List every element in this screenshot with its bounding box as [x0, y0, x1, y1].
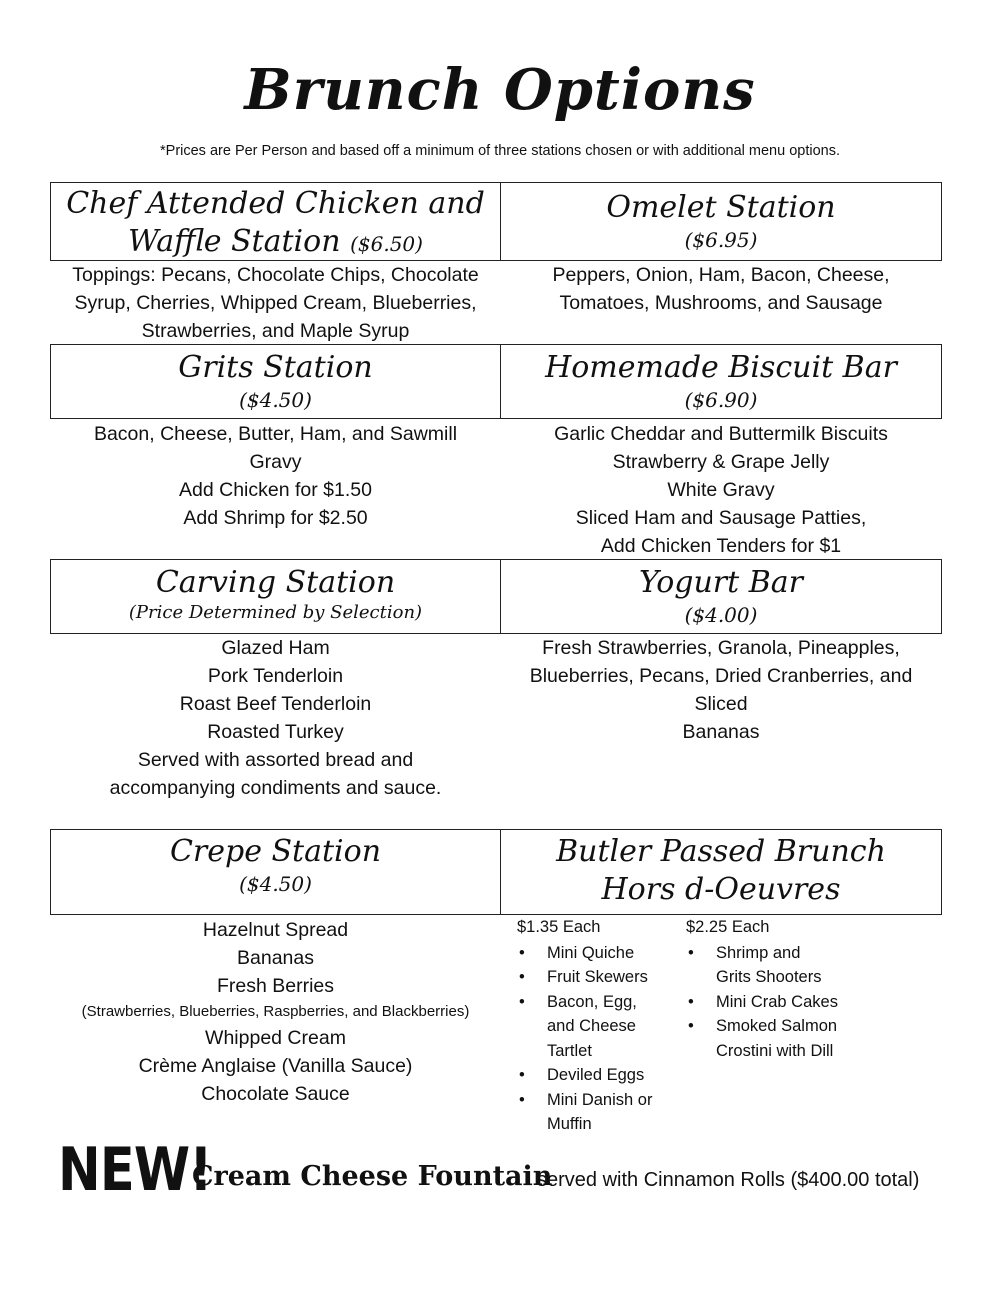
chicken-waffle-item: Strawberries, and Maple Syrup: [141, 320, 410, 342]
chicken-waffle-price: ($6.50): [350, 232, 423, 256]
chicken-waffle-header: [50, 182, 501, 261]
biscuit-name: Homemade Biscuit Bar: [545, 350, 897, 385]
crepe-item: Hazelnut Spread: [202, 919, 349, 941]
carving-price: (Price Determined by Selection): [128, 602, 423, 623]
yogurt-item: Sliced: [694, 693, 748, 715]
biscuit-items: [500, 420, 942, 560]
omelet-name: Omelet Station: [606, 190, 836, 225]
butler-col-1: [517, 915, 677, 1137]
biscuit-item: Garlic Cheddar and Buttermilk Biscuits: [554, 423, 888, 445]
grits-item: Add Shrimp for $2.50: [183, 507, 368, 529]
list-item: • Shrimp and Grits Shooters: [686, 941, 834, 990]
grits-item: Bacon, Cheese, Butter, Ham, and Sawmill: [93, 423, 458, 445]
biscuit-item: Sliced Ham and Sausage Patties,: [575, 507, 867, 529]
grits-price: ($4.50): [239, 388, 312, 412]
list-item: • Fruit Skewers: [517, 965, 677, 990]
omelet-header: [500, 182, 942, 261]
biscuit-item: Add Chicken Tenders for $1: [600, 535, 842, 557]
chicken-waffle-item: Syrup, Cherries, Whipped Cream, Blueberries,: [74, 292, 477, 314]
yogurt-name: Yogurt Bar: [639, 565, 803, 600]
crepe-item: Chocolate Sauce: [201, 1083, 350, 1105]
crepe-name: Crepe Station: [169, 834, 382, 869]
chicken-waffle-name-line1: Chef Attended Chicken and: [66, 186, 485, 221]
chicken-waffle-items: [50, 261, 501, 345]
crepe-header: [50, 829, 501, 915]
grits-header: [50, 344, 501, 419]
omelet-items: [500, 261, 942, 317]
chicken-waffle-name-line2: Waffle Station: [128, 224, 341, 259]
carving-item: Roasted Turkey: [207, 721, 344, 743]
list-item: • Bacon, Egg, and Cheese Tartlet: [517, 990, 647, 1064]
carving-item: Served with assorted bread and: [137, 749, 414, 771]
grits-item: Gravy: [249, 451, 302, 473]
butler-col-1-heading: $1.35 Each: [517, 918, 601, 936]
yogurt-item: Blueberries, Pecans, Dried Cranberries, and: [529, 665, 913, 687]
biscuit-header: [500, 344, 942, 419]
carving-item: accompanying condiments and sauce.: [109, 777, 442, 799]
butler-col-2: [686, 915, 886, 1063]
yogurt-header: [500, 559, 942, 634]
carving-name: Carving Station: [155, 565, 396, 600]
omelet-item: Peppers, Onion, Ham, Bacon, Cheese,: [552, 264, 890, 286]
yogurt-price: ($4.00): [684, 603, 758, 627]
carving-items: [50, 634, 501, 802]
biscuit-item: White Gravy: [667, 479, 775, 501]
omelet-price: ($6.95): [684, 228, 758, 252]
crepe-item: Whipped Cream: [205, 1027, 346, 1049]
list-item: • Mini Crab Cakes: [686, 990, 886, 1015]
chicken-waffle-item: Toppings: Pecans, Chocolate Chips, Chocolate: [72, 264, 479, 286]
yogurt-item: Fresh Strawberries, Granola, Pineapples,: [542, 637, 900, 659]
promo-details: served with Cinnamon Rolls ($400.00 total): [537, 1169, 920, 1191]
biscuit-item: Strawberry & Grape Jelly: [612, 451, 830, 473]
crepe-items: [50, 916, 501, 1108]
carving-item: Glazed Ham: [221, 637, 330, 659]
omelet-item: Tomatoes, Mushrooms, and Sausage: [559, 292, 883, 314]
butler-name-line2: Hors d-Oeuvres: [601, 872, 841, 907]
page-title: Brunch Options: [244, 57, 756, 123]
crepe-berries-note: (Strawberries, Blueberries, Raspberries, and Blackberries): [81, 1003, 470, 1020]
butler-col-1-list: [517, 941, 677, 1137]
biscuit-price: ($6.90): [684, 388, 758, 412]
crepe-price: ($4.50): [239, 872, 312, 896]
carving-header: [50, 559, 501, 634]
list-item: • Smoked Salmon Crostini with Dill: [686, 1014, 866, 1063]
new-badge: NEW!: [58, 1135, 212, 1205]
grits-items: [50, 420, 501, 532]
grits-name: Grits Station: [178, 350, 373, 385]
butler-header: [500, 829, 942, 915]
list-item: • Mini Quiche: [517, 941, 677, 966]
butler-name-line1: Butler Passed Brunch: [556, 834, 886, 869]
grits-item: Add Chicken for $1.50: [179, 479, 372, 501]
butler-col-2-list: [686, 941, 886, 1064]
carving-item: Roast Beef Tenderloin: [179, 693, 372, 715]
carving-item: Pork Tenderloin: [207, 665, 344, 687]
crepe-item: Bananas: [237, 947, 314, 969]
crepe-item: Fresh Berries: [216, 975, 335, 997]
butler-col-2-heading: $2.25 Each: [686, 918, 770, 936]
pricing-note: *Prices are Per Person and based off a minimum of three stations chosen or with additional menu options.: [160, 143, 840, 159]
yogurt-item: Bananas: [682, 721, 760, 743]
yogurt-items: [500, 634, 942, 746]
list-item: • Deviled Eggs: [517, 1063, 677, 1088]
promo-name: Cream Cheese Fountain: [192, 1161, 553, 1192]
crepe-item: Crème Anglaise (Vanilla Sauce): [138, 1055, 413, 1077]
list-item: • Mini Danish or Muffin: [517, 1088, 665, 1137]
